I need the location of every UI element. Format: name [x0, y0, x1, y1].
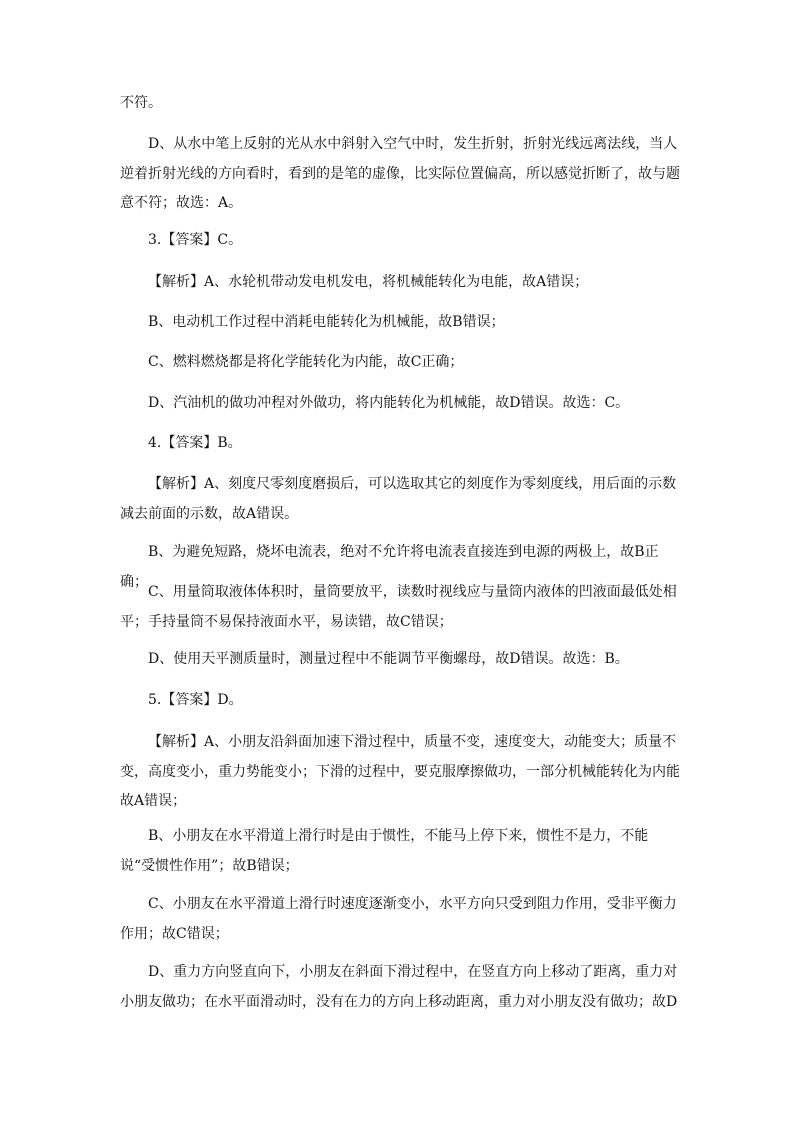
paragraph-analysis-3c: C、燃料燃烧都是将化学能转化为内能，故C正确； [148, 354, 464, 370]
paragraph-analysis-5b: B、小朋友在水平滑道上滑行时是由于惯性，不能马上停下来，惯性不是力，不能说“受惯性作用”；故B错误； [120, 828, 649, 874]
paragraph-analysis-5d: D、重力方向竖直向下，小朋友在斜面下滑过程中，在竖直方向上移动了距离，重力对小朋友做功；在水平面滑动时，没有在力的方向上移动距离，重力对小朋友没有做功；故D [120, 964, 678, 1010]
paragraph-analysis-3d: D、汽油机的做功冲程对外做功，将内能转化为机械能，故D错误。故选：C。 [148, 395, 630, 411]
paragraph-analysis-3a: 【解析】A、水轮机带动发电机发电，将机械能转化为电能，故A错误； [148, 274, 589, 290]
paragraph-analysis-5a: 【解析】A、小朋友沿斜面加速下滑过程中，质量不变，速度变大，动能变大；质量不变，高度变小，重力势能变小；下滑的过程中，要克服摩擦做功，一部分机械能转化为内能故A错误； [120, 734, 680, 809]
paragraph-analysis-4a: 【解析】A、刻度尺零刻度磨损后，可以选取其它的刻度作为零刻度线，用后面的示数减去前面的示数，故A错误。 [120, 476, 677, 522]
paragraph-analysis-4c: C、用量筒取液体体积时，量筒要放平，读数时视线应与量筒内液体的凹液面最低处相平；手持量筒不易保持液面水平，易读错，故C错误； [120, 584, 677, 630]
paragraph-analysis-4b: B、为避免短路，烧坏电流表，绝对不允许将电流表直接连到电源的两极上，故B正确； [120, 544, 659, 590]
paragraph-answer-4: 4.【答案】B。 [148, 435, 242, 451]
paragraph-analysis-4d: D、使用天平测质量时，测量过程中不能调节平衡螺母，故D错误。故选：B。 [148, 651, 629, 667]
paragraph-answer-3: 3.【答案】C。 [148, 232, 243, 248]
paragraph-analysis-5c: C、小朋友在水平滑道上滑行时速度逐渐变小，水平方向只受到阻力作用，受非平衡力作用；故C错误； [120, 896, 677, 942]
paragraph-answer-2d: D、从水中笔上反射的光从水中斜射入空气中时，发生折射，折射光线远离法线，当人逆着折射光线的方向看时，看到的是笔的虚像，比实际位置偏高，所以感觉折断了，故与题意不符；故选：A。 [120, 136, 680, 211]
paragraph-continuation: 不符。 [120, 95, 162, 111]
paragraph-analysis-3b: B、电动机工作过程中消耗电能转化为机械能，故B错误； [148, 314, 505, 330]
paragraph-answer-5: 5.【答案】D。 [148, 692, 243, 708]
